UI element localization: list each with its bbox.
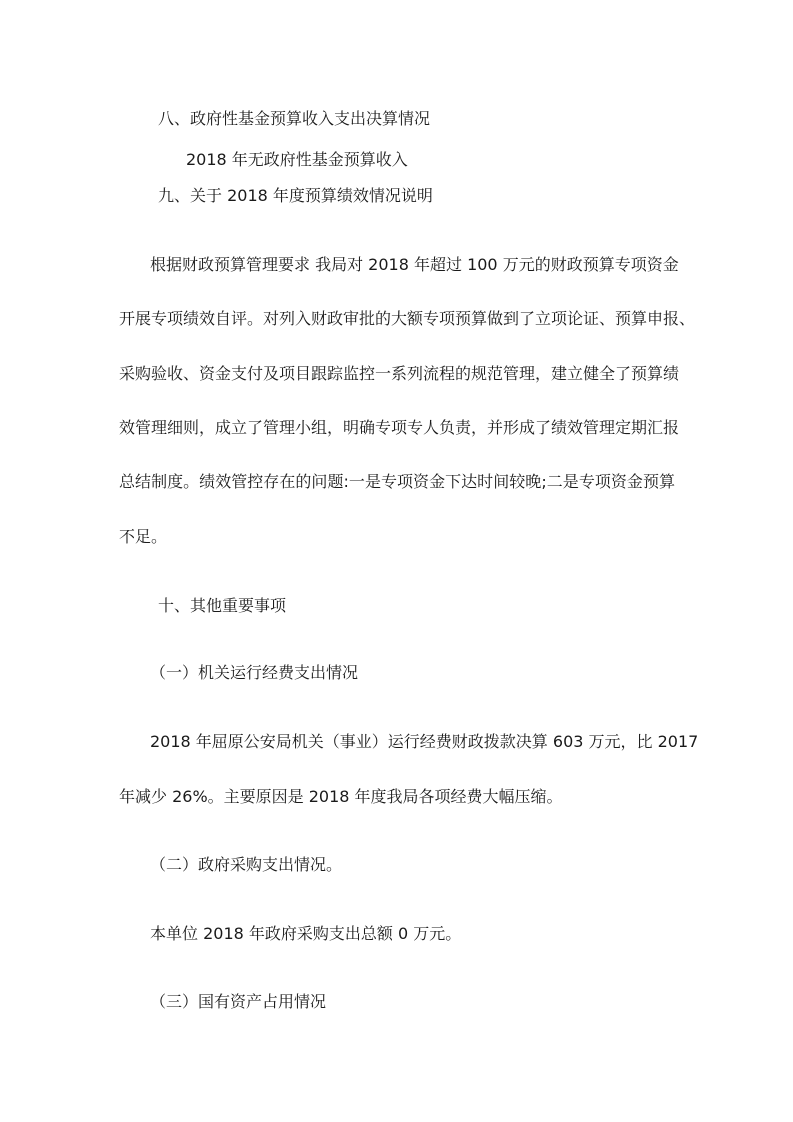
subsection-1-line: 年减少 26%。主要原因是 2018 年度我局各项经费大幅压缩。 <box>119 787 563 806</box>
section-9-paragraph-line: 根据财政预算管理要求 我局对 2018 年超过 100 万元的财政预算专项资金 <box>150 255 679 274</box>
section-9-heading: 九、关于 2018 年度预算绩效情况说明 <box>158 186 433 205</box>
section-9-paragraph-line: 开展专项绩效自评。对列入财政审批的大额专项预算做到了立项论证、预算申报、 <box>119 309 696 328</box>
subsection-3-heading: （三）国有资产占用情况 <box>150 992 327 1011</box>
section-8-note: 2018 年无政府性基金预算收入 <box>186 150 408 169</box>
section-9-paragraph-line: 采购验收、资金支付及项目跟踪监控一系列流程的规范管理，建立健全了预算绩 <box>119 364 680 383</box>
subsection-1-heading: （一）机关运行经费支出情况 <box>150 663 359 682</box>
section-8-heading: 八、政府性基金预算收入支出决算情况 <box>158 109 431 128</box>
section-9-paragraph-line: 效管理细则，成立了管理小组，明确专项专人负责，并形成了绩效管理定期汇报 <box>119 418 680 437</box>
section-9-paragraph-line: 总结制度。绩效管控存在的问题:一是专项资金下达时间较晚;二是专项资金预算 <box>119 472 675 491</box>
section-9-paragraph-line: 不足。 <box>119 527 168 546</box>
section-10-heading: 十、其他重要事项 <box>158 596 287 615</box>
subsection-1-line: 2018 年屈原公安局机关（事业）运行经费财政拨款决算 603 万元，比 2017 <box>150 732 699 751</box>
subsection-2-line: 本单位 2018 年政府采购支出总额 0 万元。 <box>150 924 462 943</box>
subsection-2-heading: （二）政府采购支出情况。 <box>150 855 343 874</box>
